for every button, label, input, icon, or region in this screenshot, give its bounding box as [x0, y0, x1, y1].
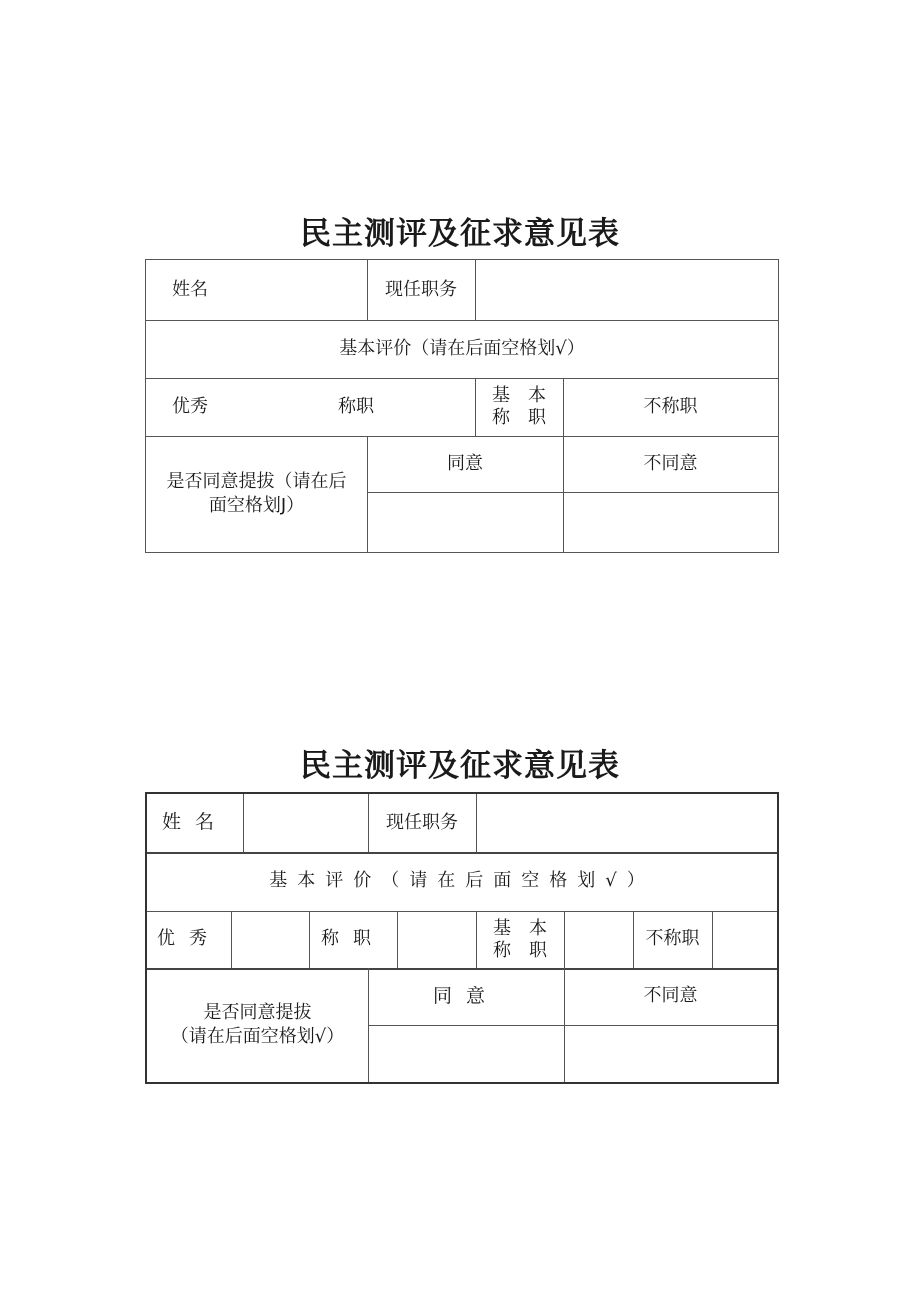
form1-position-label: 现任职务: [385, 278, 457, 300]
form2-excellent-label: 优秀: [157, 928, 221, 950]
form2-incompetent-checkbox[interactable]: [712, 911, 777, 968]
form1-promotion-line2: 面空格划J）: [208, 495, 305, 516]
form2-basic-line1: 基本: [493, 917, 565, 939]
form1-disagree-label: 不同意: [643, 452, 698, 474]
form2-basic-competent-checkbox[interactable]: [564, 911, 633, 968]
form2-basic-line2: 称职: [493, 939, 565, 961]
form2-competent-label: 称职: [321, 928, 385, 950]
form1-basic-competent-label: [475, 378, 563, 436]
form1-promotion-line1: 是否同意提拔（请在后: [166, 470, 347, 492]
form1-promotion-label: [146, 436, 367, 552]
form1-agree-label: 同意: [447, 452, 483, 474]
form2-eval-header: 基本评价（请在后面空格划√）: [269, 870, 655, 892]
form1-disagree-checkbox[interactable]: [563, 492, 778, 552]
form2-promotion-label: [147, 968, 368, 1082]
form2-name-label: 姓名: [161, 811, 228, 834]
form1-basic-line1: 基本: [492, 385, 564, 407]
form2-name-field[interactable]: [243, 794, 368, 852]
form2-basic-competent-label: [476, 911, 564, 968]
form2-position-field[interactable]: [476, 794, 777, 852]
form1-eval-header: 基本评价（请在后面空格划√）: [339, 337, 585, 359]
form1-position-field[interactable]: [475, 260, 778, 320]
form2-competent-checkbox[interactable]: [397, 911, 476, 968]
form2-disagree-checkbox[interactable]: [564, 1025, 777, 1082]
form1-title: 民主测评及征求意见表: [300, 216, 620, 252]
form2-agree-checkbox[interactable]: [368, 1025, 564, 1082]
form1-incompetent-label: 不称职: [643, 395, 698, 417]
form2-disagree-label: 不同意: [643, 985, 698, 1007]
form1-name-label: 姓名: [172, 278, 208, 300]
form1-basic-line2: 称职: [492, 407, 564, 428]
form2-incompetent-label: 不称职: [645, 928, 700, 950]
form1-agree-checkbox[interactable]: [367, 492, 563, 552]
form1-table: [145, 259, 779, 553]
form2-agree-label: 同意: [432, 984, 499, 1007]
form2-title: 民主测评及征求意见表: [300, 748, 620, 784]
form2-table: [145, 792, 779, 1084]
form1-competent-label: 称职: [338, 395, 374, 417]
form2-promotion-line2: （请在后面空格划√）: [170, 1026, 345, 1047]
form2-excellent-checkbox[interactable]: [231, 911, 309, 968]
form1-excellent-label: 优秀: [172, 395, 208, 417]
form2-promotion-line1: 是否同意提拔: [203, 1001, 312, 1023]
form2-position-label: 现任职务: [386, 811, 458, 833]
